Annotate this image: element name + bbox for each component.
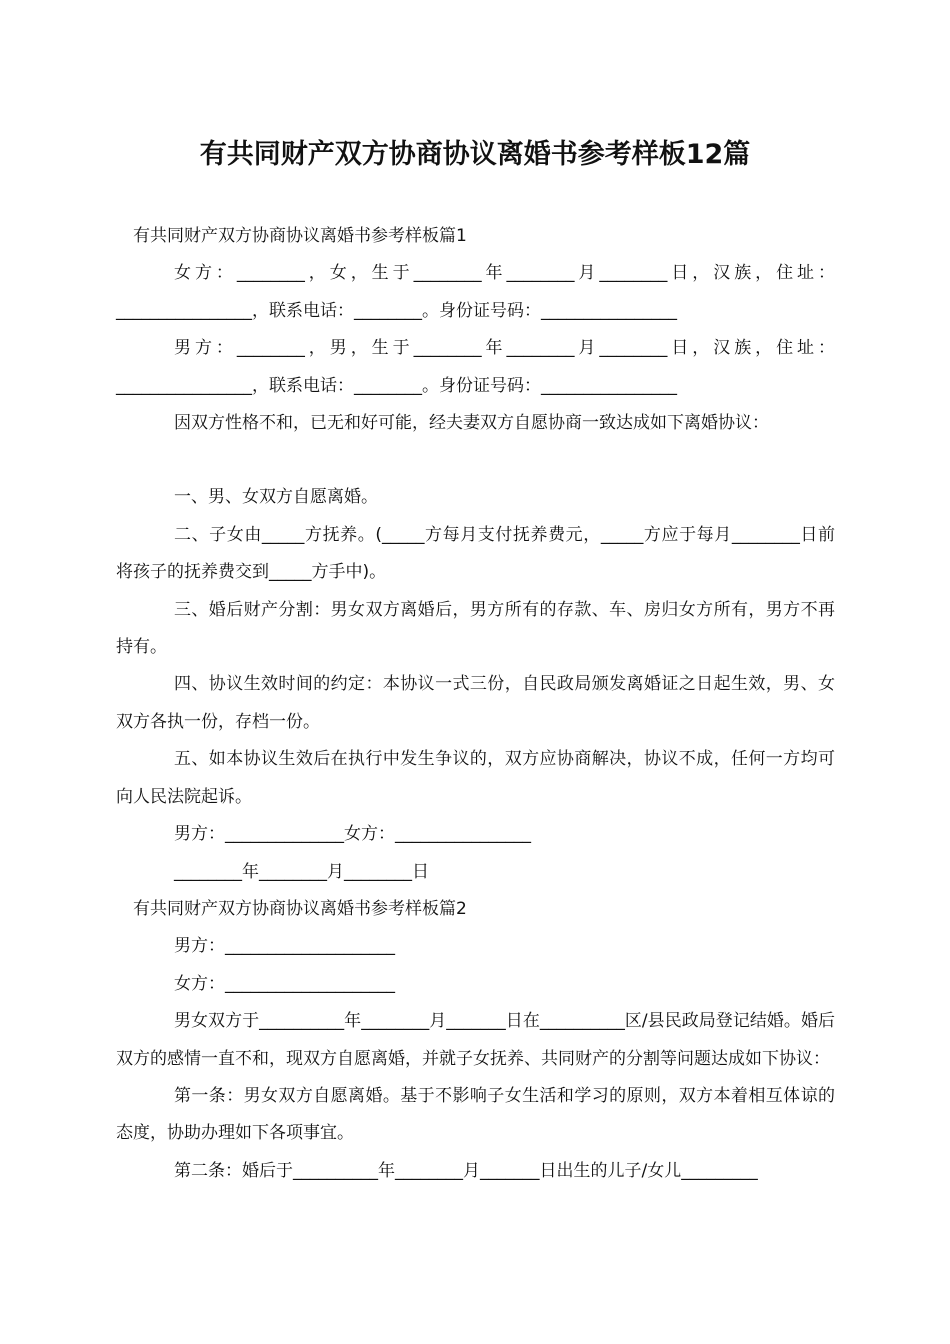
paragraph: ________年________月________日	[174, 861, 429, 882]
paragraph: 女方：____________________	[174, 973, 395, 994]
paragraph: 第一条：男女双方自愿离婚。基于不影响子女生活和学习的原则，双方本着相互体谅的态度，协助办理如下各项事宜。	[116, 1085, 835, 1144]
paragraph: 因双方性格不和，已无和好可能，经夫妻双方自愿协商一致达成如下离婚协议：	[174, 413, 769, 434]
paragraph: 一、男、女双方自愿离婚。	[174, 487, 378, 508]
document-body	[116, 218, 835, 1190]
paragraph: 男方：______________女方：________________	[174, 824, 531, 845]
blank-line	[116, 442, 835, 479]
paragraph: 男方：____________________	[174, 936, 395, 957]
paragraph: 第二条：婚后于__________年________月_______日出生的儿子/女儿_________	[174, 1160, 758, 1181]
section-heading: 有共同财产双方协商协议离婚书参考样板篇1	[133, 226, 467, 246]
paragraph: 三、婚后财产分割：男女双方离婚后，男方所有的存款、车、房归女方所有，男方不再持有。	[116, 599, 835, 658]
section-heading: 有共同财产双方协商协议离婚书参考样板篇2	[133, 898, 467, 919]
paragraph: 二、子女由_____方抚养。(_____方每月支付抚养费元，_____方应于每月________日前将孩子的抚养费交到_____方手中)。	[116, 524, 835, 583]
document-title: 有共同财产双方协商协议离婚书参考样板12篇	[199, 139, 751, 170]
paragraph: 五、如本协议生效后在执行中发生争议的，双方应协商解决，协议不成，任何一方均可向人民法院起诉。	[116, 749, 835, 807]
paragraph: 四、协议生效时间的约定：本协议一式三份，自民政局颁发离婚证之日起生效，男、女双方各执一份，存档一份。	[116, 674, 835, 732]
paragraph: 男女双方于__________年________月_______日在__________区/县民政局登记结婚。婚后双方的感情一直不和，现双方自愿离婚，并就子女抚养、共同财产的分割等问题达成如下协议：	[116, 1011, 835, 1069]
paragraph: 男方：________，男，生于________年________月________日，汉族，住址：________________，联系电话：________。身份证号码：________________	[116, 338, 835, 396]
paragraph: 女方：________，女，生于________年________月________日，汉族，住址：________________，联系电话：________。身份证号码：________________	[116, 263, 835, 321]
